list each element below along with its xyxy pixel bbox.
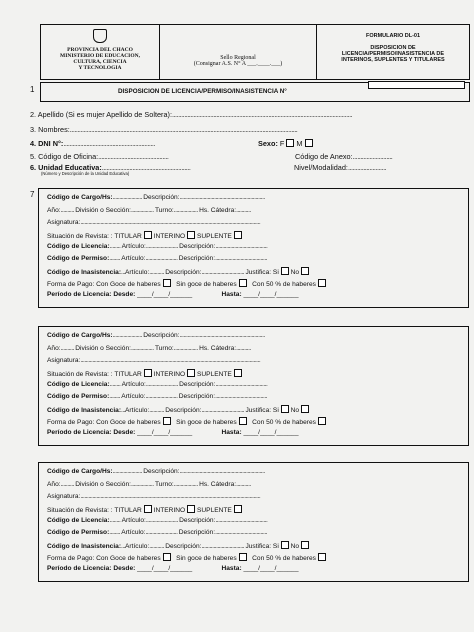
justifica-no-checkbox[interactable] (301, 267, 309, 275)
field-dni[interactable]: 4. DNI N°:............................................................ (30, 139, 155, 148)
justifica-si-checkbox[interactable] (281, 405, 289, 413)
turno-label: Turno: (154, 345, 174, 352)
cargo-row[interactable]: Código de Cargo/Hs:...................... Descripción:................................................................ (47, 332, 265, 339)
con50-checkbox[interactable] (318, 553, 326, 561)
disposition-title: DISPOSICION DE LICENCIA/PERMISO/INASISTENCIA N° (118, 88, 287, 95)
sin-goce-checkbox[interactable] (239, 279, 247, 287)
con50-label: Con 50 % de haberes (252, 281, 316, 288)
pago-label: Forma de Pago: Con Goce de haberes (47, 555, 161, 562)
descripcion-label-4: Descripción: (165, 407, 202, 414)
cargo-block-3 (38, 462, 469, 582)
periodo-label: Período de Licencia: Desde: (47, 291, 136, 298)
ministry-line-4: Y TECNOLOGIA (78, 65, 122, 71)
cargo-block-2 (38, 326, 469, 446)
ministry-line-3: CULTURA, CIENCIA (73, 59, 127, 65)
descripcion-label-3: Descripción: (178, 255, 216, 262)
field-anexo[interactable]: Código de Anexo:.......................... (295, 152, 393, 161)
no-label: No (290, 269, 300, 276)
con50-label: Con 50 % de haberes (252, 419, 316, 426)
permiso-row[interactable]: Código de Permiso:........ Artículo:........................ Descripción:....................................... (47, 393, 268, 400)
apellido-label: Apellido (Si es mujer Apellido de Soltera): (37, 110, 172, 119)
sexo-label: Sexo: (258, 139, 278, 148)
articulo-label-3: Artículo: (125, 407, 150, 414)
interino-checkbox[interactable] (187, 369, 195, 377)
form-code-cell (317, 25, 469, 79)
articulo-label: Artículo: (121, 517, 146, 524)
asignatura-row[interactable]: Asignatura:....................................................................................................................................... (47, 493, 261, 500)
division-label: División o Sección: (75, 207, 131, 214)
interino-label: INTERINO (153, 507, 186, 514)
periodo-label: Período de Licencia: Desde: (47, 429, 136, 436)
revista-row (47, 369, 242, 378)
articulo-label-3: Artículo: (125, 543, 150, 550)
sin-goce-checkbox[interactable] (239, 553, 247, 561)
catedra-label: Hs. Cátedra: (199, 207, 237, 214)
descripcion-label-2: Descripción: (179, 243, 216, 250)
form-desc-1: DISPOSICION DE (370, 45, 416, 51)
nombres-label: Nombres: (38, 125, 70, 134)
form-code: FORMULARIO DL-01 (365, 33, 421, 39)
articulo-label: Artículo: (121, 243, 146, 250)
anio-label: Año: (47, 481, 61, 488)
titular-label: TITULAR (114, 233, 142, 240)
ministry-cell (41, 25, 160, 79)
field-num-4: 4. (30, 139, 37, 148)
justifica-si-checkbox[interactable] (281, 541, 289, 549)
descripcion-label-3: Descripción: (178, 393, 216, 400)
inasistencia-row[interactable]: Código de Inasistencia:...Artículo:........... Descripción:................................ Justifica: Si No (47, 267, 309, 276)
anio-label: Año: (47, 207, 61, 214)
sexo-group (258, 139, 313, 148)
field-num-3: 3. (30, 125, 37, 134)
articulo-label: Artículo: (121, 381, 146, 388)
regional-stamp-sub: (Consignar A.S. N° A ___.____.___) (193, 61, 283, 67)
regional-stamp-cell (160, 25, 317, 79)
descripcion-label-2: Descripción: (179, 517, 216, 524)
sexo-f-checkbox[interactable] (286, 139, 294, 147)
pago-row (47, 553, 326, 562)
titular-label: TITULAR (114, 507, 142, 514)
inasistencia-label: Código de Inasistencia: (47, 543, 122, 550)
descripcion-label-4: Descripción: (165, 269, 202, 276)
pago-label: Forma de Pago: Con Goce de haberes (47, 281, 161, 288)
descripcion-label-4: Descripción: (165, 543, 202, 550)
titular-checkbox[interactable] (144, 369, 152, 377)
con-goce-checkbox[interactable] (163, 279, 171, 287)
oficina-label: Código de Oficina: (38, 152, 99, 161)
sin-goce-label: Sin goce de haberes (176, 555, 237, 562)
pago-label: Forma de Pago: Con Goce de haberes (47, 419, 161, 426)
permiso-row[interactable]: Código de Permiso:........ Artículo:........................ Descripción:....................................... (47, 255, 268, 262)
titular-checkbox[interactable] (144, 505, 152, 513)
descripcion-label-2: Descripción: (179, 381, 216, 388)
asignatura-label: Asignatura: (47, 357, 81, 364)
sin-goce-label: Sin goce de haberes (176, 419, 237, 426)
suplente-label: SUPLENTE (197, 233, 232, 240)
articulo-label-3: Artículo: (125, 269, 150, 276)
regional-stamp-title: Sello Regional (220, 55, 256, 61)
hasta-label: Hasta: (221, 291, 242, 298)
province-seal-icon (93, 29, 107, 43)
inasistencia-label: Código de Inasistencia: (47, 269, 122, 276)
con-goce-checkbox[interactable] (163, 417, 171, 425)
division-label: División o Sección: (75, 345, 131, 352)
justifica-label: Justifica: Si (245, 269, 279, 276)
catedra-label: Hs. Cátedra: (199, 345, 237, 352)
asignatura-label: Asignatura: (47, 493, 81, 500)
permiso-label: Código de Permiso: (47, 255, 110, 262)
sexo-f-label: F (279, 139, 285, 148)
justifica-label: Justifica: Si (245, 407, 279, 414)
revista-row (47, 505, 242, 514)
field-oficina[interactable]: 5. Código de Oficina:.............................................. (30, 152, 169, 161)
catedra-label: Hs. Cátedra: (199, 481, 237, 488)
sin-goce-checkbox[interactable] (239, 417, 247, 425)
articulo-label-2: Artículo: (121, 529, 146, 536)
cargo-label: Código de Cargo/Hs: (47, 194, 113, 201)
asignatura-label: Asignatura: (47, 219, 81, 226)
suplente-checkbox[interactable] (234, 505, 242, 513)
interino-checkbox[interactable] (187, 231, 195, 239)
permiso-row[interactable]: Código de Permiso:........ Artículo:........................ Descripción:....................................... (47, 529, 268, 536)
form-desc-3: INTERINOS, SUPLENTES Y TITULARES (341, 57, 445, 63)
justifica-no-checkbox[interactable] (301, 541, 309, 549)
suplente-checkbox[interactable] (234, 231, 242, 239)
field-nivel[interactable]: Nivel/Modalidad:......................... (294, 163, 387, 172)
suplente-checkbox[interactable] (234, 369, 242, 377)
section-number-7: 7 (30, 190, 35, 199)
sexo-m-label: M (296, 139, 303, 148)
articulo-label-2: Artículo: (121, 393, 146, 400)
form-header (40, 24, 470, 80)
unidad-note: (Número y Descripción de la Unidad Educativa) (41, 171, 130, 176)
division-label: División o Sección: (75, 481, 131, 488)
asignatura-row[interactable]: Asignatura:....................................................................................................................................... (47, 219, 261, 226)
descripcion-label: Descripción: (143, 332, 180, 339)
field-apellido[interactable]: 2. Apellido (Si es mujer Apellido de Soltera):...................................................................................................................... (30, 110, 353, 119)
con50-checkbox[interactable] (318, 279, 326, 287)
con50-label: Con 50 % de haberes (252, 555, 316, 562)
unidad-label: Unidad Educativa: (38, 163, 102, 172)
periodo-row[interactable]: Período de Licencia: Desde: ____/____/______ Hasta: ____/____/______ (47, 291, 299, 298)
con-goce-checkbox[interactable] (163, 553, 171, 561)
turno-label: Turno: (154, 207, 174, 214)
revista-row (47, 231, 242, 240)
field-num-5: 5. (30, 152, 37, 161)
field-nombres[interactable]: 3. Nombres:..................................................................................................................................................... (30, 125, 298, 134)
form-desc-2: LICENCIA/PERMISO/INASISTENCIA DE (341, 51, 445, 57)
cargo-row[interactable]: Código de Cargo/Hs:...................... Descripción:................................................................ (47, 468, 265, 475)
interino-checkbox[interactable] (187, 505, 195, 513)
interino-label: INTERINO (153, 233, 186, 240)
justifica-si-checkbox[interactable] (281, 267, 289, 275)
justifica-no-checkbox[interactable] (301, 405, 309, 413)
disposition-number-field[interactable] (368, 81, 465, 89)
anio-label: Año: (47, 345, 61, 352)
inasistencia-row[interactable]: Código de Inasistencia:...Artículo:........... Descripción:................................ Justifica: Si No (47, 541, 309, 550)
revista-label: Situación de Revista: : (47, 371, 113, 378)
anio-row[interactable]: Año:.......... División o Sección:................. Turno:.................. Hs. Cátedra:........... (47, 345, 251, 352)
inasistencia-label: Código de Inasistencia: (47, 407, 122, 414)
articulo-label-2: Artículo: (121, 255, 146, 262)
justifica-label: Justifica: Si (245, 543, 279, 550)
licencia-row[interactable]: Código de Licencia:........ Artículo:........................ Descripción:....................................... (47, 243, 268, 250)
turno-label: Turno: (154, 481, 174, 488)
revista-label: Situación de Revista: : (47, 233, 113, 240)
field-num-6: 6. (30, 163, 37, 172)
licencia-label: Código de Licencia: (47, 517, 110, 524)
field-unidad[interactable]: 6. Unidad Educativa:.......................................................... (30, 163, 191, 172)
cargo-label: Código de Cargo/Hs: (47, 468, 113, 475)
descripcion-label: Descripción: (143, 468, 180, 475)
anio-row[interactable]: Año:.......... División o Sección:................. Turno:.................. Hs. Cátedra:........... (47, 207, 251, 214)
field-num-2: 2. (30, 110, 37, 119)
permiso-label: Código de Permiso: (47, 529, 110, 536)
licencia-label: Código de Licencia: (47, 243, 110, 250)
inasistencia-row[interactable]: Código de Inasistencia:...Artículo:........... Descripción:................................ Justifica: Si No (47, 405, 309, 414)
anexo-label: Código de Anexo: (295, 152, 353, 161)
suplente-label: SUPLENTE (197, 371, 232, 378)
permiso-label: Código de Permiso: (47, 393, 110, 400)
periodo-row[interactable]: Período de Licencia: Desde: ____/____/______ Hasta: ____/____/______ (47, 429, 299, 436)
licencia-label: Código de Licencia: (47, 381, 110, 388)
titular-label: TITULAR (114, 371, 142, 378)
sexo-m-checkbox[interactable] (305, 139, 313, 147)
interino-label: INTERINO (153, 371, 186, 378)
revista-label: Situación de Revista: : (47, 507, 113, 514)
section-number-1: 1 (30, 85, 35, 94)
descripcion-label: Descripción: (143, 194, 180, 201)
ministry-line-1: PROVINCIA DEL CHACO (67, 47, 133, 53)
licencia-row[interactable]: Código de Licencia:........ Artículo:........................ Descripción:....................................... (47, 517, 268, 524)
no-label: No (290, 407, 300, 414)
nivel-label: Nivel/Modalidad: (294, 163, 348, 172)
descripcion-label-3: Descripción: (178, 529, 216, 536)
cargo-label: Código de Cargo/Hs: (47, 332, 113, 339)
con50-checkbox[interactable] (318, 417, 326, 425)
pago-row (47, 279, 326, 288)
sin-goce-label: Sin goce de haberes (176, 281, 237, 288)
asignatura-row[interactable]: Asignatura:....................................................................................................................................... (47, 357, 261, 364)
hasta-label: Hasta: (221, 565, 242, 572)
suplente-label: SUPLENTE (197, 507, 232, 514)
cargo-block-1 (38, 188, 469, 308)
cargo-row[interactable]: Código de Cargo/Hs:...................... Descripción:................................................................ (47, 194, 265, 201)
pago-row (47, 417, 326, 426)
anio-row[interactable]: Año:.......... División o Sección:................. Turno:.................. Hs. Cátedra:........... (47, 481, 251, 488)
hasta-label: Hasta: (221, 429, 242, 436)
ministry-line-2: MINISTERIO DE EDUCACION, (60, 53, 140, 59)
periodo-row[interactable]: Período de Licencia: Desde: ____/____/______ Hasta: ____/____/______ (47, 565, 299, 572)
dni-label: DNI N°: (38, 139, 64, 148)
titular-checkbox[interactable] (144, 231, 152, 239)
periodo-label: Período de Licencia: Desde: (47, 565, 136, 572)
licencia-row[interactable]: Código de Licencia:........ Artículo:........................ Descripción:....................................... (47, 381, 268, 388)
no-label: No (290, 543, 300, 550)
